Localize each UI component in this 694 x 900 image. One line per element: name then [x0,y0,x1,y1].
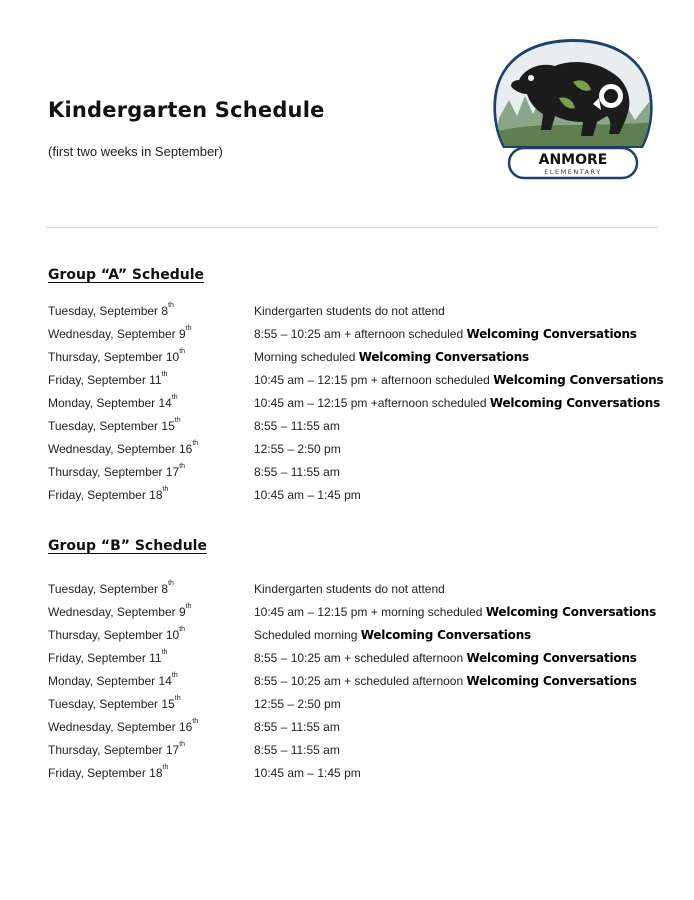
schedule-detail-text: Morning scheduled [254,349,356,364]
logo-name: ANMORE [538,152,608,168]
schedule-row [48,414,658,437]
schedule-day-text: Wednesday, September 9 [48,326,186,341]
schedule-day [48,763,254,780]
day-ordinal-suffix: th [179,347,186,355]
schedule-day [48,602,254,619]
schedule-detail-text: Kindergarten students do not attend [254,581,445,596]
schedule-day-text: Thursday, September 17 [48,464,180,479]
group-a-heading: Group “A” Schedule [48,267,205,283]
schedule-detail-text: 8:55 – 10:25 am + afternoon scheduled [254,326,464,341]
schedule-day [48,648,254,665]
schedule-detail-text: 8:55 – 10:25 am + scheduled afternoon [254,650,464,665]
welcoming-conversations-label: Welcoming Conversations [489,395,661,410]
schedule-detail-text: 10:45 am – 1:45 pm [254,765,361,780]
schedule-day [48,439,254,456]
day-ordinal-suffix: th [161,648,168,656]
schedule-day-text: Thursday, September 10 [48,349,180,364]
schedule-day-text: Friday, September 11 [48,372,162,387]
day-ordinal-suffix: th [171,671,178,679]
group-b-heading: Group “B” Schedule [48,538,207,554]
schedule-detail-text: 10:45 am – 12:15 pm + afternoon scheduled [254,372,490,387]
day-ordinal-suffix: th [174,694,181,702]
schedule-row [48,322,658,345]
schedule-day [48,347,254,364]
schedule-detail-text: 10:45 am – 12:15 pm + morning scheduled [254,604,483,619]
schedule-detail [254,373,663,387]
schedule-day [48,370,254,387]
schedule-day [48,740,254,757]
schedule-row [48,483,658,506]
group-a-schedule [48,267,664,506]
schedule-day [48,301,254,318]
schedule-detail [254,327,658,341]
schedule-detail-text: 8:55 – 11:55 am [254,719,340,734]
schedule-row [48,715,658,738]
schedule-day [48,671,254,688]
schedule-row [48,669,658,692]
schedule-day-text: Thursday, September 10 [48,627,180,642]
schedule-day-text: Monday, September 14 [48,395,172,410]
schedule-detail [254,304,658,318]
schedule-detail [254,766,658,780]
schedule-detail-text: 12:55 – 2:50 pm [254,441,341,456]
schedule-day [48,462,254,479]
day-ordinal-suffix: th [168,579,174,587]
schedule-day-text: Tuesday, September 15 [48,696,175,711]
schedule-detail-text: Kindergarten students do not attend [254,303,445,318]
group-b-schedule [48,538,658,784]
schedule-day [48,485,254,502]
schedule-row [48,646,658,669]
schedule-detail-text: 12:55 – 2:50 pm [254,696,341,711]
schedule-detail [254,350,658,364]
schedule-row [48,623,658,646]
schedule-detail [254,488,658,502]
schedule-day [48,625,254,642]
day-ordinal-suffix: th [171,393,178,401]
page-title: Kindergarten Schedule [48,98,325,122]
schedule-day-text: Monday, September 14 [48,673,172,688]
schedule-day [48,416,254,433]
day-ordinal-suffix: th [192,439,199,447]
logo-subname: ELEMENTARY [544,168,602,176]
day-ordinal-suffix: th [174,416,181,424]
schedule-detail [254,582,658,596]
day-ordinal-suffix: th [185,602,192,610]
schedule-day-text: Friday, September 11 [48,650,162,665]
schedule-detail [254,419,658,433]
welcoming-conversations-label: Welcoming Conversations [466,326,637,341]
schedule-row [48,391,661,414]
day-ordinal-suffix: th [179,462,186,470]
schedule-detail-text: 8:55 – 11:55 am [254,464,340,479]
schedule-row [48,577,658,600]
schedule-day-text: Thursday, September 17 [48,742,180,757]
schedule-detail-text: 8:55 – 10:25 am + scheduled afternoon [254,673,464,688]
day-ordinal-suffix: th [168,301,174,309]
schedule-detail [254,605,658,619]
schedule-detail-text: 8:55 – 11:55 am [254,742,340,757]
schedule-day [48,393,254,410]
schedule-row [48,437,658,460]
schedule-day-text: Friday, September 18 [48,487,163,502]
schedule-detail [254,442,658,456]
welcoming-conversations-label: Welcoming Conversations [485,604,657,619]
welcoming-conversations-label: Welcoming Conversations [493,372,664,387]
schedule-day-text: Tuesday, September 8 [48,581,169,596]
day-ordinal-suffix: th [161,370,168,378]
schedule-day-text: Friday, September 18 [48,765,163,780]
schedule-detail-text: Scheduled morning [254,627,358,642]
schedule-day-text: Wednesday, September 16 [48,441,193,456]
section-divider [46,227,658,228]
schedule-detail [254,396,660,410]
schedule-detail [254,674,658,688]
schedule-detail [254,651,658,665]
schedule-detail [254,720,658,734]
schedule-detail [254,697,658,711]
day-ordinal-suffix: th [162,485,169,493]
school-logo [489,38,657,184]
day-ordinal-suffix: th [179,740,186,748]
day-ordinal-suffix: th [179,625,186,633]
schedule-detail [254,628,658,642]
welcoming-conversations-label: Welcoming Conversations [466,673,637,688]
day-ordinal-suffix: th [162,763,169,771]
welcoming-conversations-label: Welcoming Conversations [360,627,531,642]
schedule-row [48,368,664,391]
schedule-day [48,694,254,711]
schedule-detail [254,743,658,757]
schedule-row [48,692,658,715]
schedule-row [48,345,658,368]
schedule-detail-text: 8:55 – 11:55 am [254,418,340,433]
schedule-day-text: Tuesday, September 15 [48,418,175,433]
welcoming-conversations-label: Welcoming Conversations [466,650,637,665]
schedule-detail-text: 10:45 am – 1:45 pm [254,487,361,502]
schedule-row [48,738,658,761]
day-ordinal-suffix: th [192,717,199,725]
page-subtitle: (first two weeks in September) [48,144,223,159]
schedule-day-text: Tuesday, September 8 [48,303,169,318]
schedule-row [48,460,658,483]
schedule-row [48,761,658,784]
schedule-day [48,579,254,596]
schedule-row [48,600,658,623]
schedule-day-text: Wednesday, September 9 [48,604,186,619]
schedule-day-text: Wednesday, September 16 [48,719,193,734]
schedule-day [48,324,254,341]
schedule-row [48,299,658,322]
schedule-detail [254,465,658,479]
schedule-detail-text: 10:45 am – 12:15 pm +afternoon scheduled [254,395,487,410]
welcoming-conversations-label: Welcoming Conversations [358,349,529,364]
day-ordinal-suffix: th [185,324,192,332]
schedule-day [48,717,254,734]
